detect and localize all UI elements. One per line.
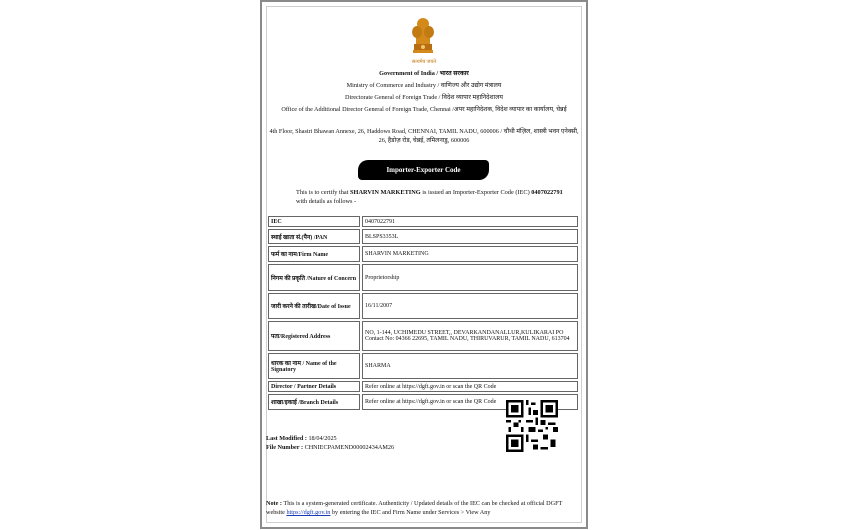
table-row xyxy=(268,264,578,291)
row-value-iec: 0407022791 xyxy=(362,216,578,227)
table-row xyxy=(268,353,578,379)
row-label-branch: शाखा/इकाई /Branch Details xyxy=(268,394,360,410)
table-row xyxy=(268,229,578,244)
cert-prefix: This is to certify that xyxy=(296,189,349,196)
details-table xyxy=(266,214,580,412)
ministry-line: Ministry of Commerce and Industry / वाणिज्य और उद्योग मंत्रालय xyxy=(346,82,502,89)
row-label-iec: IEC xyxy=(268,216,360,227)
note-label: Note : xyxy=(266,500,282,507)
directorate-line: Directorate General of Foreign Trade / विदेश व्यापार महानिदेशालय xyxy=(345,94,503,101)
footer-note xyxy=(266,499,578,517)
row-label-firm-name: फर्म का नाम/Firm Name xyxy=(268,246,360,262)
row-value-director: Refer online at https://dgft.gov.in or scan the QR Code xyxy=(362,381,578,392)
row-value-nature: Proprietorship xyxy=(362,264,578,291)
certificate-title: Importer-Exporter Code xyxy=(358,160,489,180)
file-number-label: File Number : xyxy=(266,444,304,451)
last-modified-label: Last Modified : xyxy=(266,435,307,442)
cert-middle: is issued an Importer-Exporter Code (IEC) xyxy=(422,189,530,196)
cert-firm: SHARVIN MARKETING xyxy=(350,189,421,196)
row-label-nature: निगम की प्रकृति /Nature of Concern xyxy=(268,264,360,291)
address-line: 4th Floor, Shastri Bhawan Annexe, 26, Haddows Road, CHENNAI, TAMIL NADU, 600006 / चौथी मंज़िल, शास्त्री भवन एनेक्सी, 26, हैडोज़ रोड, चेन्नई, तमिलनाडु, 600006 xyxy=(269,128,579,144)
row-label-date-issue: जारी करने की तारीख/Date of Issue xyxy=(268,293,360,319)
table-row xyxy=(268,381,578,392)
office-line: Office of the Additional Director General of Foreign Trade, Chennai /अपर महानिदेशक, विदेश व्यापार का कार्यालय, चेन्नई xyxy=(281,106,567,113)
row-label-pan: स्थाई खाता सं.(पैन) /PAN xyxy=(268,229,360,244)
row-value-pan: BLSPS3353L xyxy=(362,229,578,244)
table-row xyxy=(268,293,578,319)
table-row xyxy=(268,321,578,351)
cert-suffix: with details as follows - xyxy=(296,198,357,205)
table-row xyxy=(268,246,578,262)
row-label-director: Director / Partner Details xyxy=(268,381,360,392)
row-label-address: पता/Registered Address xyxy=(268,321,360,351)
certificate-page xyxy=(260,0,588,529)
row-value-branch: Refer online at https://dgft.gov.in or scan the QR Code xyxy=(362,394,578,410)
last-modified-value: 18/04/2025 xyxy=(308,435,337,442)
dgft-link[interactable]: https://dgft.gov.in xyxy=(286,509,331,516)
note-text: This is a system-generated certificate. Authenticity / Updated details of the IEC can be checked at official DGFT website xyxy=(266,500,563,516)
qr-code-icon xyxy=(506,400,558,452)
row-value-signatory: SHARMA xyxy=(362,353,578,379)
row-value-date-issue: 16/11/2007 xyxy=(362,293,578,319)
certification-statement xyxy=(296,188,566,206)
last-modified xyxy=(266,434,337,443)
row-label-signatory: धारक का नाम / Name of the Signatory xyxy=(268,353,360,379)
row-value-address: NO, 1-144, UCHIMEDU STREET,, DEVARKANDANALLUR,KULIKARAI PO Contact No: 04366 22695, TAMIL NADU, THIRUVARUR, TAMIL NADU, 613704 xyxy=(362,321,578,351)
table-row xyxy=(268,216,578,227)
note-text-continued: by entering the IEC and Firm Name under Services > View Any xyxy=(331,509,491,516)
file-number-value: CHNIECPAMEND00002434AM26 xyxy=(304,444,395,451)
emblem-motto: सत्यमेव जयते xyxy=(411,60,437,65)
government-heading: Government of India / भारत सरकार xyxy=(379,70,469,77)
cert-iec: 0407022791 xyxy=(531,189,563,196)
file-number xyxy=(266,443,394,452)
row-value-firm-name: SHARVIN MARKETING xyxy=(362,246,578,262)
